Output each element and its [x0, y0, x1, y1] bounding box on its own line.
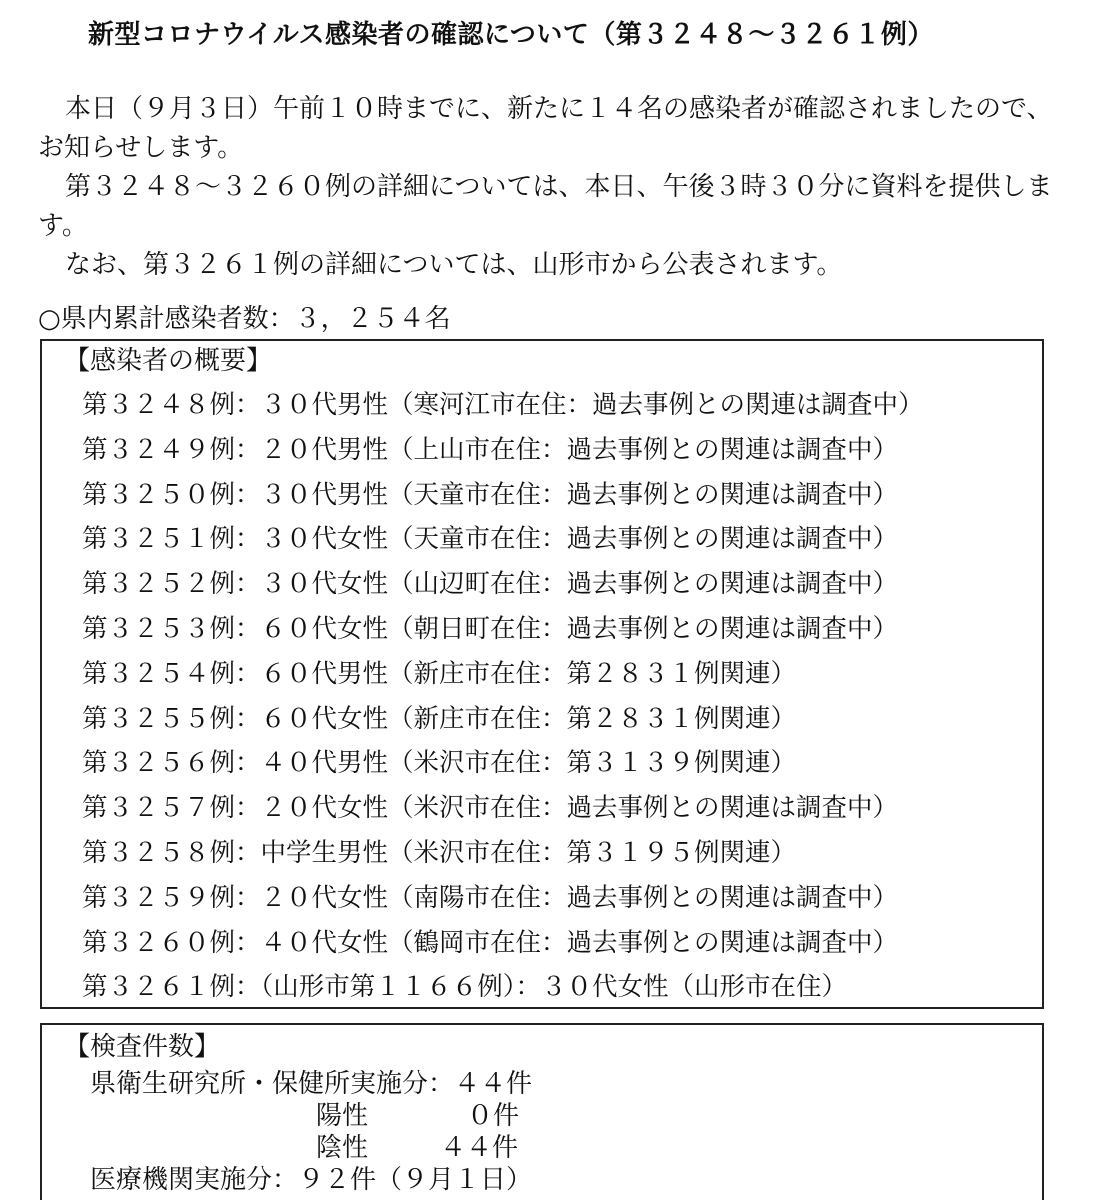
case-item: 第３２４８例：３０代男性（寒河江市在住：過去事例との関連は調査中） — [82, 390, 924, 420]
document-title: 新型コロナウイルス感染者の確認について（第３２４８～３２６１例） — [88, 20, 934, 50]
case-item: 第３２５３例：６０代女性（朝日町在住：過去事例との関連は調査中） — [82, 613, 899, 644]
paragraph-new-cases: 本日（９月３日）午前１０時までに、新たに１４名の感染者が確認されましたので、お知らせします。 — [38, 94, 1053, 163]
positive-label: 陽性 — [316, 1101, 369, 1131]
case-item: 第３２５５例：６０代女性（新庄市在住：第２８３１例関連） — [82, 703, 797, 734]
case-item: 第３２５８例：中学生男性（米沢市在住：第３１９５例関連） — [82, 837, 797, 868]
case-item: 第３２５０例：３０代男性（天童市在住：過去事例との関連は調査中） — [82, 479, 899, 510]
case-item: 第３２５１例：３０代女性（天童市在住：過去事例との関連は調査中） — [82, 524, 899, 555]
medical-test-count: 医療機関実施分：９２件（９月１日） — [90, 1165, 533, 1195]
case-item: 第３２４９例：２０代男性（上山市在住：過去事例との関連は調査中） — [82, 434, 899, 465]
case-item: 第３２６１例：（山形市第１１６６例）：３０代女性（山形市在住） — [82, 972, 848, 1003]
paragraph-details-release: 第３２４８～３２６０例の詳細については、本日、午後３時３０分に資料を提供します。 — [38, 172, 1053, 241]
negative-label: 陰性 — [316, 1133, 369, 1163]
case-item: 第３２５２例：３０代女性（山辺町在住：過去事例との関連は調査中） — [82, 569, 899, 600]
intro-paragraphs — [38, 90, 1058, 285]
positive-count: ０件 — [467, 1101, 520, 1131]
case-summary-box — [40, 339, 1044, 1009]
case-item: 第３２６０例：４０代女性（鶴岡市在住：過去事例との関連は調査中） — [82, 927, 899, 958]
test-count-box — [40, 1023, 1044, 1200]
paragraph-yamagata-city: なお、第３２６１例の詳細については、山形市から公表されます。 — [65, 250, 843, 280]
prefecture-test-count: 県衛生研究所・保健所実施分：４４件 — [90, 1069, 533, 1099]
cumulative-total: ○県内累計感染者数：３，２５４名 — [38, 304, 451, 334]
case-item: 第３２５６例：４０代男性（米沢市在住：第３１３９例関連） — [82, 748, 797, 779]
test-count-heading: 【検査件数】 — [64, 1032, 221, 1062]
case-list — [82, 383, 924, 1010]
negative-count: ４４件 — [440, 1133, 519, 1163]
case-item: 第３２５４例：６０代男性（新庄市在住：第２８３１例関連） — [82, 658, 797, 689]
case-summary-heading: 【感染者の概要】 — [64, 346, 273, 376]
case-item: 第３２５７例：２０代女性（米沢市在住：過去事例との関連は調査中） — [82, 793, 899, 824]
case-item: 第３２５９例：２０代女性（南陽市在住：過去事例との関連は調査中） — [82, 882, 899, 913]
